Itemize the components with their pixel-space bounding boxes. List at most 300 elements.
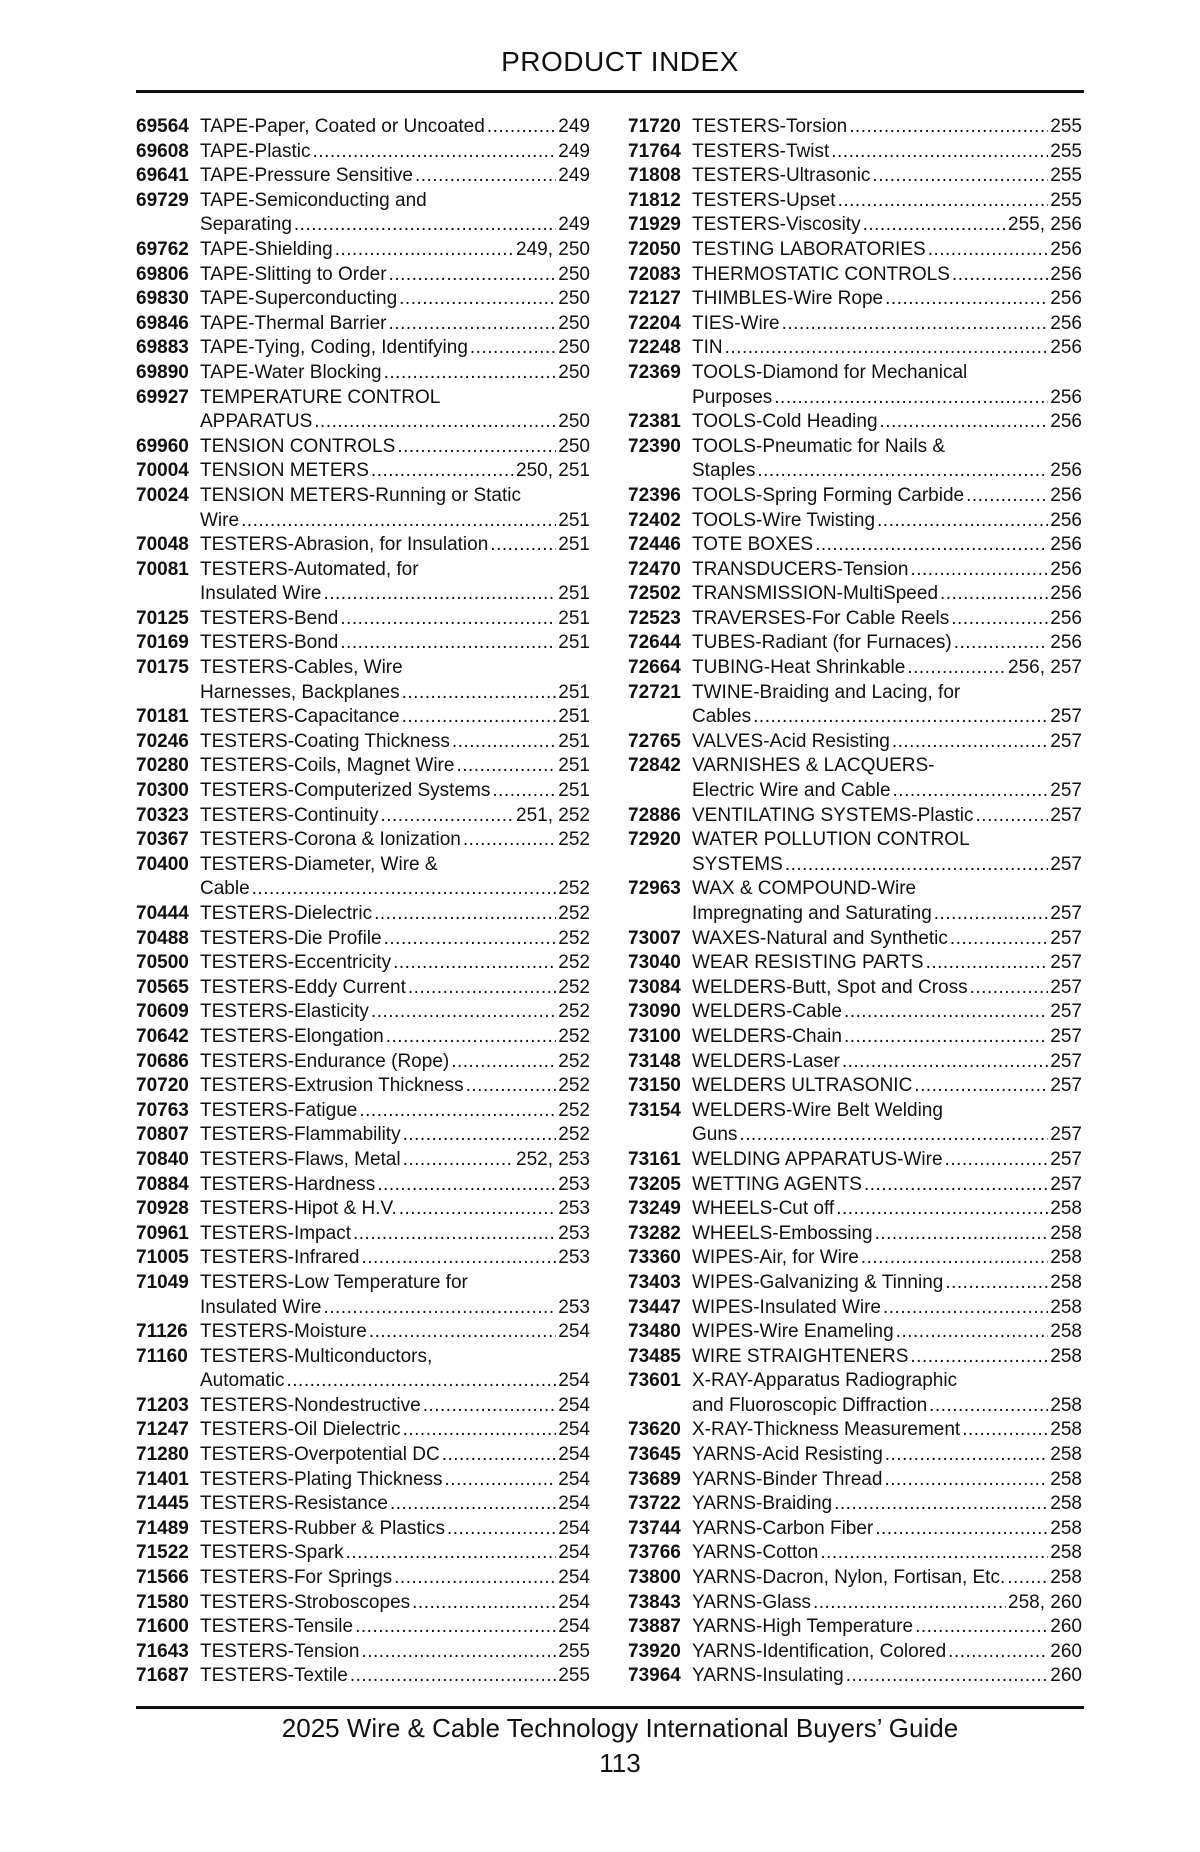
entry-title: YARNS-Binder Thread (692, 1468, 883, 1490)
dot-leader (976, 804, 1049, 829)
entry-page-numbers: 258 (1050, 1222, 1082, 1244)
entry-code: 73150 (628, 1075, 681, 1097)
entry-page-numbers: 257 (1050, 1124, 1082, 1146)
entry-code: 70500 (136, 952, 189, 974)
dot-leader (389, 312, 557, 337)
entry-code: 70642 (136, 1025, 189, 1047)
index-column-left (136, 115, 590, 1689)
dot-leader (954, 631, 1049, 656)
index-column-right (628, 115, 1082, 1689)
dot-leader (834, 1492, 1048, 1517)
entry-title: YARNS-Insulating (692, 1665, 844, 1687)
entry-page-numbers: 258, 260 (1008, 1591, 1082, 1613)
entry-code: 72886 (628, 804, 681, 826)
dot-leader (403, 1418, 557, 1443)
index-entry (136, 386, 590, 435)
entry-title: WELDERS-Cable (692, 1001, 842, 1023)
entry-title: TAPE-Plastic (200, 140, 311, 162)
entry-title: TRANSDUCERS-Tension (692, 558, 909, 580)
entry-page-numbers: 250 (558, 361, 590, 383)
entry-page-numbers: 257 (1050, 1025, 1082, 1047)
dot-leader (863, 213, 1006, 238)
entry-title: TESTERS-Plating Thickness (200, 1468, 443, 1490)
index-entry (628, 287, 1082, 312)
entry-title: TESTERS-Resistance (200, 1493, 388, 1515)
dot-leader (355, 1615, 556, 1640)
index-entry (628, 1050, 1082, 1075)
index-entry (628, 410, 1082, 435)
dot-leader (361, 1640, 556, 1665)
entry-code: 73689 (628, 1468, 681, 1490)
index-entry (136, 1246, 590, 1271)
index-entry (136, 1074, 590, 1099)
entry-page-numbers: 258 (1050, 1567, 1082, 1589)
dot-leader (893, 779, 1049, 804)
entry-code: 73800 (628, 1567, 681, 1589)
entry-code: 69830 (136, 288, 189, 310)
index-entry (136, 607, 590, 632)
entry-code: 71600 (136, 1616, 189, 1638)
page-title: PRODUCT INDEX (501, 46, 739, 77)
entry-page-numbers: 258 (1050, 1444, 1082, 1466)
index-entry (628, 189, 1082, 214)
entry-page-numbers: 250 (558, 288, 590, 310)
dot-leader (369, 1320, 556, 1345)
entry-title: X-RAY-Apparatus Radiographic (692, 1370, 958, 1392)
entry-code: 70323 (136, 804, 189, 826)
entry-title: TESTERS-Nondestructive (200, 1394, 421, 1416)
entry-title: TAPE-Semiconducting and (200, 189, 427, 211)
entry-title: TESTERS-Dielectric (200, 903, 373, 924)
entry-code: 71247 (136, 1419, 189, 1441)
dot-leader (951, 607, 1048, 632)
entry-page-numbers: 260 (1050, 1665, 1082, 1687)
entry-page-numbers: 253 (558, 1198, 590, 1220)
entry-code: 70175 (136, 657, 189, 679)
dot-leader (340, 631, 556, 656)
dot-leader (241, 509, 556, 534)
entry-code: 72765 (628, 730, 681, 752)
entry-page-numbers: 255 (1050, 116, 1082, 137)
entry-page-numbers: 258 (1050, 1517, 1082, 1539)
entry-title: TESTERS-Moisture (200, 1321, 367, 1343)
index-entry (136, 1099, 590, 1124)
entry-title: TAPE-Tying, Coding, Identifying (200, 337, 468, 359)
entry-code: 69641 (136, 165, 189, 187)
index-entry (136, 730, 590, 755)
entry-title: WAX & COMPOUND-Wire (692, 878, 917, 900)
entry-code: 70367 (136, 829, 189, 851)
entry-title: Guns (692, 1124, 738, 1146)
index-entry (628, 1173, 1082, 1198)
index-entry (136, 1664, 590, 1689)
index-entry (136, 1615, 590, 1640)
index-entry (136, 1320, 590, 1345)
dot-leader (415, 164, 556, 189)
index-entry (136, 1418, 590, 1443)
index-entry (136, 164, 590, 189)
index-entry (136, 558, 590, 607)
entry-page-numbers: 251, 252 (516, 804, 590, 826)
entry-page-numbers: 251 (558, 583, 590, 605)
entry-title: TESTERS-Endurance (Rope) (200, 1050, 450, 1072)
entry-title: TAPE-Paper, Coated or Uncoated (200, 116, 485, 137)
index-entry (136, 1591, 590, 1616)
dot-leader (408, 976, 556, 1001)
dot-leader (335, 238, 514, 263)
entry-code: 71049 (136, 1271, 189, 1293)
footer-rule (136, 1706, 1084, 1709)
entry-code: 72369 (628, 361, 681, 383)
entry-title: TIES-Wire (692, 312, 780, 334)
entry-title: TESTERS-For Springs (200, 1567, 393, 1589)
index-entry (136, 804, 590, 829)
dot-leader (725, 336, 1049, 361)
entry-title: TUBING-Heat Shrinkable (692, 657, 906, 679)
index-entry (628, 1148, 1082, 1173)
dot-leader (380, 804, 514, 829)
entry-title: Impregnating and Saturating (692, 903, 932, 924)
entry-code: 70720 (136, 1075, 189, 1097)
entry-title: TESTERS-Eccentricity (200, 952, 392, 974)
index-entry (136, 1148, 590, 1173)
index-entry (628, 1492, 1082, 1517)
index-entry (628, 484, 1082, 509)
entry-page-numbers: 252 (558, 976, 590, 998)
dot-leader (252, 877, 557, 902)
entry-code: 73601 (628, 1370, 681, 1392)
dot-leader (340, 607, 556, 632)
index-entry (136, 1640, 590, 1665)
dot-leader (940, 582, 1048, 607)
entry-page-numbers: 257 (1050, 1001, 1082, 1023)
entry-page-numbers: 256, 257 (1008, 657, 1082, 679)
entry-code: 70048 (136, 534, 189, 556)
entry-page-numbers: 257 (1050, 804, 1082, 826)
dot-leader (492, 779, 556, 804)
entry-title: TESTERS-Textile (200, 1665, 348, 1687)
index-entry (628, 631, 1082, 656)
dot-leader (849, 115, 1048, 140)
index-entry (628, 1369, 1082, 1418)
dot-leader (470, 336, 556, 361)
index-entry (628, 1418, 1082, 1443)
entry-code: 71720 (628, 116, 681, 137)
index-entry (136, 189, 590, 238)
index-entry (628, 213, 1082, 238)
entry-code: 71160 (136, 1345, 188, 1367)
index-entry (628, 533, 1082, 558)
dot-leader (286, 1369, 556, 1394)
entry-page-numbers: 257 (1050, 780, 1082, 802)
index-entry (628, 976, 1082, 1001)
entry-page-numbers: 250 (558, 411, 590, 433)
entry-title: WELDERS-Chain (692, 1025, 842, 1047)
index-entry (628, 828, 1082, 877)
entry-page-numbers: 258 (1050, 1247, 1082, 1269)
entry-title: TESTERS-Flaws, Metal (200, 1148, 401, 1170)
entry-code: 70840 (136, 1148, 189, 1170)
index-entry (136, 754, 590, 779)
entry-title: TIN (692, 337, 723, 359)
entry-page-numbers: 253 (558, 1222, 590, 1244)
dot-leader (447, 1517, 556, 1542)
dot-leader (875, 1517, 1048, 1542)
dot-leader (442, 1443, 557, 1468)
index-entry (628, 164, 1082, 189)
dot-leader (451, 1050, 556, 1075)
entry-title: Electric Wire and Cable (692, 780, 891, 802)
entry-page-numbers: 251 (558, 780, 590, 802)
entry-code: 72523 (628, 607, 681, 629)
index-entry (136, 361, 590, 386)
entry-title: TESTERS-Low Temperature for (200, 1271, 468, 1293)
index-entry (628, 1271, 1082, 1296)
dot-leader (880, 410, 1049, 435)
entry-page-numbers: 251 (558, 534, 590, 556)
index-entry (628, 1197, 1082, 1222)
entry-title: TESTERS-Abrasion, for Insulation (200, 534, 489, 556)
index-entry (628, 1025, 1082, 1050)
entry-page-numbers: 254 (558, 1370, 590, 1392)
entry-page-numbers: 254 (558, 1321, 590, 1343)
entry-page-numbers: 249 (558, 165, 590, 187)
entry-title: VENTILATING SYSTEMS-Plastic (692, 804, 974, 826)
dot-leader (926, 951, 1049, 976)
dot-leader (820, 1541, 1048, 1566)
entry-title: TESTERS-Extrusion Thickness (200, 1075, 464, 1097)
dot-leader (1007, 1566, 1048, 1591)
index-entry (628, 1468, 1082, 1493)
entry-code: 73964 (628, 1665, 681, 1687)
entry-title: TOTE BOXES (692, 534, 814, 556)
entry-page-numbers: 258 (1050, 1198, 1082, 1220)
dot-leader (445, 1468, 557, 1493)
entry-title: TRAVERSES-For Cable Reels (692, 607, 950, 629)
index-entry (136, 1000, 590, 1025)
dot-leader (872, 164, 1048, 189)
entry-title: TESTERS-Tensile (200, 1616, 354, 1638)
entry-page-numbers: 257 (1050, 1148, 1082, 1170)
entry-code: 72963 (628, 878, 681, 900)
dot-leader (403, 1123, 557, 1148)
entry-code: 70400 (136, 853, 189, 875)
entry-code: 69608 (136, 140, 189, 162)
entry-title: TESTERS-Upset (692, 189, 836, 211)
entry-code: 70246 (136, 730, 189, 752)
entry-title: TESTERS-Viscosity (692, 214, 861, 236)
entry-page-numbers: 255 (558, 1665, 590, 1687)
entry-title: TESTERS-Rubber & Plastics (200, 1517, 445, 1539)
entry-code: 71522 (136, 1542, 189, 1564)
entry-code: 71687 (136, 1665, 189, 1687)
index-entry (628, 1074, 1082, 1099)
entry-title: TOOLS-Pneumatic for Nails & (692, 435, 946, 457)
entry-title: TOOLS-Cold Heading (692, 411, 878, 433)
dot-leader (885, 1443, 1049, 1468)
entry-code: 70686 (136, 1050, 189, 1072)
entry-code: 71929 (628, 214, 681, 236)
entry-page-numbers: 256 (1050, 288, 1082, 310)
dot-leader (353, 1222, 556, 1247)
entry-title: WIRE STRAIGHTENERS (692, 1345, 909, 1367)
index-entry (628, 681, 1082, 730)
index-entry (136, 1492, 590, 1517)
entry-title: TESTERS-Flammability (200, 1124, 401, 1146)
entry-title: TESTERS-Hardness (200, 1173, 376, 1195)
entry-title: TEMPERATURE CONTROL (200, 386, 441, 408)
entry-title: TESTERS-Automated, for (200, 558, 419, 580)
entry-code: 70300 (136, 780, 189, 802)
entry-page-numbers: 258 (1050, 1394, 1082, 1416)
entry-code: 69883 (136, 337, 189, 359)
entry-code: 73744 (628, 1517, 681, 1539)
index-entry (628, 951, 1082, 976)
entry-page-numbers: 256 (1050, 337, 1082, 359)
entry-title: TESTERS-Diameter, Wire & (200, 853, 438, 875)
dot-leader (844, 1000, 1048, 1025)
entry-title: WHEELS-Embossing (692, 1222, 873, 1244)
entry-title: THERMOSTATIC CONTROLS (692, 263, 950, 285)
dot-leader (323, 582, 556, 607)
dot-leader (884, 1468, 1048, 1493)
entry-page-numbers: 256 (1050, 509, 1082, 531)
entry-code: 71489 (136, 1517, 189, 1539)
entry-title: TESTERS-Overpotential DC (200, 1444, 440, 1466)
dot-leader (782, 312, 1049, 337)
entry-title: SYSTEMS (692, 853, 783, 875)
entry-code: 73447 (628, 1296, 681, 1318)
entry-code: 70884 (136, 1173, 189, 1195)
entry-title: WHEELS-Cut off (692, 1198, 835, 1220)
entry-title: TESTERS-Corona & Ionization (200, 829, 461, 851)
entry-page-numbers: 260 (1050, 1616, 1082, 1638)
entry-code: 73249 (628, 1198, 681, 1220)
entry-title: TAPE-Slitting to Order (200, 263, 387, 285)
entry-page-numbers: 260 (1050, 1640, 1082, 1662)
entry-page-numbers: 256 (1050, 411, 1082, 433)
entry-code: 70488 (136, 927, 189, 949)
entry-title: Separating (200, 214, 292, 236)
index-entry (628, 558, 1082, 583)
entry-title: WIPES-Insulated Wire (692, 1296, 881, 1318)
entry-title: TESTERS-Bend (200, 607, 339, 629)
entry-page-numbers: 251 (558, 509, 590, 531)
entry-title: WATER POLLUTION CONTROL (692, 829, 970, 851)
entry-code: 73161 (628, 1148, 681, 1170)
index-entry (136, 287, 590, 312)
entry-code: 73403 (628, 1271, 681, 1293)
dot-leader (915, 1615, 1048, 1640)
dot-leader (815, 533, 1048, 558)
entry-title: WELDERS-Wire Belt Welding (692, 1099, 943, 1121)
entry-code: 70807 (136, 1124, 189, 1146)
entry-code: 72402 (628, 509, 681, 531)
dot-leader (877, 509, 1048, 534)
index-entry (136, 533, 590, 558)
entry-title: Insulated Wire (200, 583, 322, 605)
entry-page-numbers: 249 (558, 214, 590, 236)
dot-leader (389, 263, 557, 288)
entry-page-numbers: 251 (558, 607, 590, 629)
entry-title: TESTERS-Eddy Current (200, 976, 406, 998)
entry-code: 71764 (628, 140, 681, 162)
entry-code: 70928 (136, 1198, 189, 1220)
dot-leader (970, 976, 1049, 1001)
dot-leader (463, 828, 556, 853)
entry-title: TAPE-Shielding (200, 238, 333, 260)
dot-leader (313, 140, 557, 165)
entry-page-numbers: 256 (1050, 460, 1082, 482)
entry-title: TOOLS-Spring Forming Carbide (692, 484, 965, 506)
entry-title: TESTERS-Continuity (200, 804, 379, 826)
dot-leader (753, 705, 1048, 730)
entry-page-numbers: 254 (558, 1394, 590, 1416)
entry-page-numbers: 252, 253 (516, 1148, 590, 1170)
index-entry (136, 1025, 590, 1050)
entry-code: 69960 (136, 435, 189, 457)
dot-leader (371, 459, 514, 484)
index-entry (136, 1566, 590, 1591)
index-entry (136, 140, 590, 165)
entry-title: TOOLS-Diamond for Mechanical (692, 361, 968, 383)
index-entry (628, 115, 1082, 140)
index-entry (136, 1197, 590, 1222)
dot-leader (412, 1591, 556, 1616)
index-entry (136, 1222, 590, 1247)
entry-page-numbers: 252 (558, 903, 590, 924)
dot-leader (390, 1492, 556, 1517)
index-entry (136, 484, 590, 533)
entry-title: WIPES-Air, for Wire (692, 1247, 859, 1269)
dot-leader (945, 1271, 1048, 1296)
index-entry (628, 754, 1082, 803)
index-entry (136, 779, 590, 804)
entry-title: and Fluoroscopic Diffraction (692, 1394, 928, 1416)
dot-leader (948, 1640, 1048, 1665)
entry-page-numbers: 256 (1050, 386, 1082, 408)
dot-leader (397, 435, 556, 460)
dot-leader (456, 754, 556, 779)
entry-code: 72502 (628, 583, 681, 605)
entry-code: 73154 (628, 1099, 681, 1121)
index-entry (628, 730, 1082, 755)
entry-page-numbers: 249 (558, 116, 590, 137)
entry-page-numbers: 252 (558, 878, 590, 900)
index-entry (136, 828, 590, 853)
index-entry (628, 1615, 1082, 1640)
page-number: 113 (599, 1748, 641, 1778)
entry-code: 73090 (628, 1001, 681, 1023)
entry-page-numbers: 258 (1050, 1271, 1082, 1293)
entry-code: 71126 (136, 1321, 188, 1343)
entry-page-numbers: 254 (558, 1616, 590, 1638)
entry-code: 73480 (628, 1321, 681, 1343)
entry-page-numbers: 250, 251 (516, 460, 590, 482)
dot-leader (374, 902, 556, 927)
entry-code: 72721 (628, 681, 681, 703)
entry-title: WETTING AGENTS (692, 1173, 862, 1195)
dot-leader (386, 1025, 557, 1050)
entry-page-numbers: 255 (1050, 189, 1082, 211)
entry-title: TESTERS-Oil Dielectric (200, 1419, 401, 1441)
index-entry (628, 582, 1082, 607)
entry-title: TESTERS-Spark (200, 1542, 344, 1564)
dot-leader (402, 681, 557, 706)
entry-page-numbers: 254 (558, 1567, 590, 1589)
index-entry (628, 1099, 1082, 1148)
dot-leader (452, 730, 556, 755)
